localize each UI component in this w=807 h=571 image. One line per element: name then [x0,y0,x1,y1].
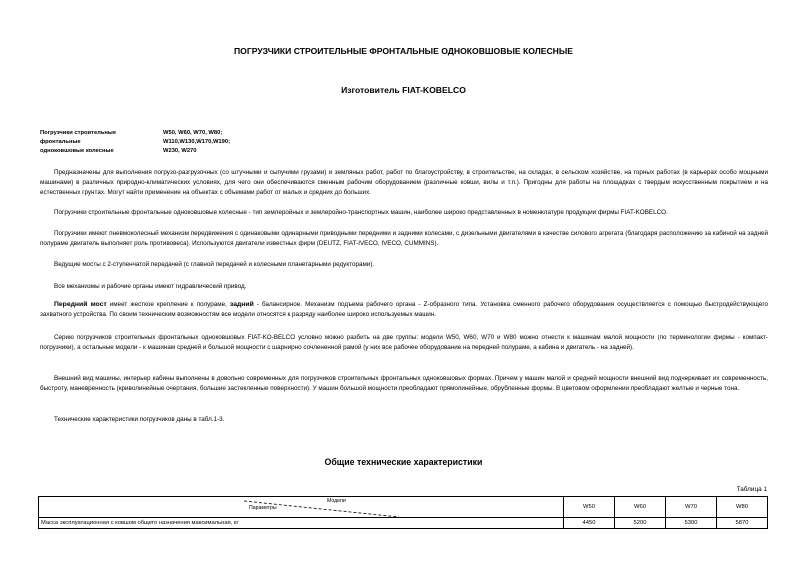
column-header: W50 [564,497,615,518]
spec-label-line: одноковшовые колесные [40,148,114,154]
paragraph-front-axle [40,300,768,320]
table-cell: 5200 [615,518,666,529]
paragraph-text: Предназначены для выполнения погрузо-разгрузочных (со штучными и сыпучими грузами) и земляных работ, работ по благоустройству, в строительстве, на складах, в сельском хозяйстве, на горных работах (в карьерах особо мощными машинами) в различных природно-климатических условиях, для чего они обеспечиваются сменным рабочим оборудованием (различные ковши, вилы и т.п.). Пригодны для работы на площадках с твердым искусственным покрытием и на естественных грунтах. Могут найти применение на объектах с объемами работ от малых и средних до больших. [40,169,768,196]
spec-models-line: W230, W270 [163,148,197,154]
table-row [39,518,768,529]
paragraph-type [40,208,768,218]
section-title: Общие технические характеристики [324,457,483,467]
column-header: W70 [666,497,717,518]
paragraph-hydraulics [40,282,768,292]
paragraph-series [40,333,768,353]
bold-term: задний [229,301,254,308]
paragraph-text: Погрузчики строительные фронтальные одноковшовые колесные - тип землеройных и землеройно-транспортных машин, наиболее широко представленных в номенклатуре продукции фирмы FIAT-KOBELCO. [54,209,668,216]
paragraph-text: Ведущие мосты с 2-ступенчатой передачей (с главной передачей и колесными планетарными редукторами). [54,261,375,268]
spec-table [38,496,768,529]
row-label: Масса эксплуатационная с ковшом общего назначения максимальная, кг [39,518,564,529]
paragraph-text: Внешний вид машины, интерьер кабины выполнены в довольно современных для погрузчиков строительных фронтальных одноковшовых формах. Причем у машин малой и средней мощности внешний вид подчеркивает их современность, быстроту, маневренность (криволинейные очертания, большие застекленные поверхности). У машин большой мощности преобладают прямолинейные, обрубленные формы. В цветовом оформлении преобладают желтые и черные тона. [40,375,768,392]
table-cell: 5300 [666,518,717,529]
corner-top-label: Модели [327,498,346,504]
paragraph-axles [40,260,768,270]
table-number: Таблица 1 [736,486,767,493]
corner-bottom-label: Параметры [249,505,277,511]
spec-label-line: фронтальные [40,139,81,145]
paragraph-appearance [40,374,768,394]
bold-term: Передний мост [54,301,107,308]
spec-models-line: W110,W130,W170,W190; [163,139,231,145]
spec-models [163,129,363,156]
spec-label [40,129,160,156]
paragraph-tables-ref [40,415,768,425]
paragraph-drive [40,229,768,249]
paragraph-text: - балансирное. Механизм подъема рабочего органа - Z-образного типа. Установка сменного рабочего оборудования осуществляется с помощью быстродействующего захватного устройства. По своим техническим возможностям все модели относятся к разряду наиболее широко используемых машин. [40,301,769,318]
document-title: ПОГРУЗЧИКИ СТРОИТЕЛЬНЫЕ ФРОНТАЛЬНЫЕ ОДНОКОВШОВЫЕ КОЛЕСНЫЕ [233,46,574,56]
spec-label-line: Погрузчики строительные [40,130,117,136]
column-header: W80 [717,497,768,518]
paragraph-purpose [40,168,768,198]
paragraph-text: Серию погрузчиков строительных фронтальных одноковшовых FIAT-KO-BELCO условно можно разбить на две группы: модели W50, W60, W70 и W80 можно отнести к машинам малой мощности (по терминологии фирмы - компакт-погрузчики), а остальные модели - к машинам средней и большой мощности с шарнирно сочлененной рамой (у них все рабочее оборудование на передней полураме, а кабина и двигатель - на задней). [40,334,768,351]
paragraph-text: Погрузчики имеют пневмоколесный механизм передвижения с одинаковыми одинарными приводными передними и задними колесами, с дизельными двигателями в качестве силового агрегата (благодаря расположению за кабиной на задней полураме двигатель выполняет роль противовеса). Используются двигатели известных фирм (DEUTZ, FIAT-IVECO, IVECO, CUMMINS). [40,230,768,247]
table-header-row [39,497,768,518]
corner-diagonal [39,497,563,518]
paragraph-text: Все механизмы и рабочие органы имеют гидравлический привод. [54,283,247,290]
spec-models-line: W50, W60, W70, W80; [163,130,223,136]
paragraph-text: Технические характеристики погрузчиков даны в табл.1-3. [54,416,225,423]
manufacturer-heading: Изготовитель FIAT-KOBELCO [341,85,466,95]
table-cell: 5870 [717,518,768,529]
paragraph-text: имеет жесткое крепление к полураме, [106,301,230,308]
table-cell: 4450 [564,518,615,529]
column-header: W60 [615,497,666,518]
table-corner-cell [39,497,564,518]
